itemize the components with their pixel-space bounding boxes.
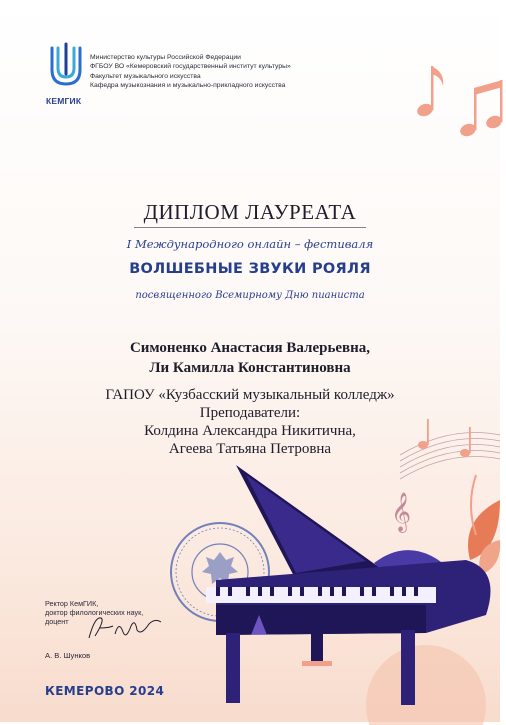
festival-name: ВОЛШЕБНЫЕ ЗВУКИ РОЯЛЯ [129,261,371,277]
city-year: КЕМЕРОВО 2024 [45,684,165,698]
signatory-position: доцент [45,617,69,626]
laureate-name: Симоненко Анастасия Валерьевна, [129,340,371,356]
header-line: Министерство культуры Российской Федерации [90,54,241,61]
diploma-title: ДИПЛОМ ЛАУРЕАТА [143,200,357,224]
laureate-name: Ли Камилла Константиновна [149,360,351,376]
title-divider [134,227,366,228]
teacher-name: Колдина Александра Никитична, [144,423,356,439]
event-line: I Международного онлайн – фестиваля [126,237,374,251]
laureate-names [0,338,500,378]
teacher-name: Агеева Татьяна Петровна [168,441,332,457]
teachers-label: Преподаватели: [199,405,301,421]
svg-text:𝄞: 𝄞 [391,492,412,532]
header-line: ФГБОУ ВО «Кемеровский государственный институт культуры» [90,63,291,71]
header-line: Факультет музыкального искусства [90,72,201,80]
school-name: ГАПОУ «Кузбасский музыкальный колледж» [105,387,395,403]
grand-piano-illustration [176,455,506,725]
signatory-position: доктор филологических наук, [45,608,144,617]
handwritten-signature [85,614,165,642]
logo-text: КЕМГИК [46,96,82,106]
signatory-name: А. В. Шунков [45,651,91,660]
dedication-line: посвященного Всемирному Дню пианиста [135,290,365,301]
header-line: Кафедра музыкознания и музыкально-прикладного искусства [90,81,286,89]
kemgik-logo [48,42,84,102]
music-notes-icon [410,38,505,138]
institution-header [90,53,291,90]
signatory-position: Ректор КемГИК, [45,599,99,608]
